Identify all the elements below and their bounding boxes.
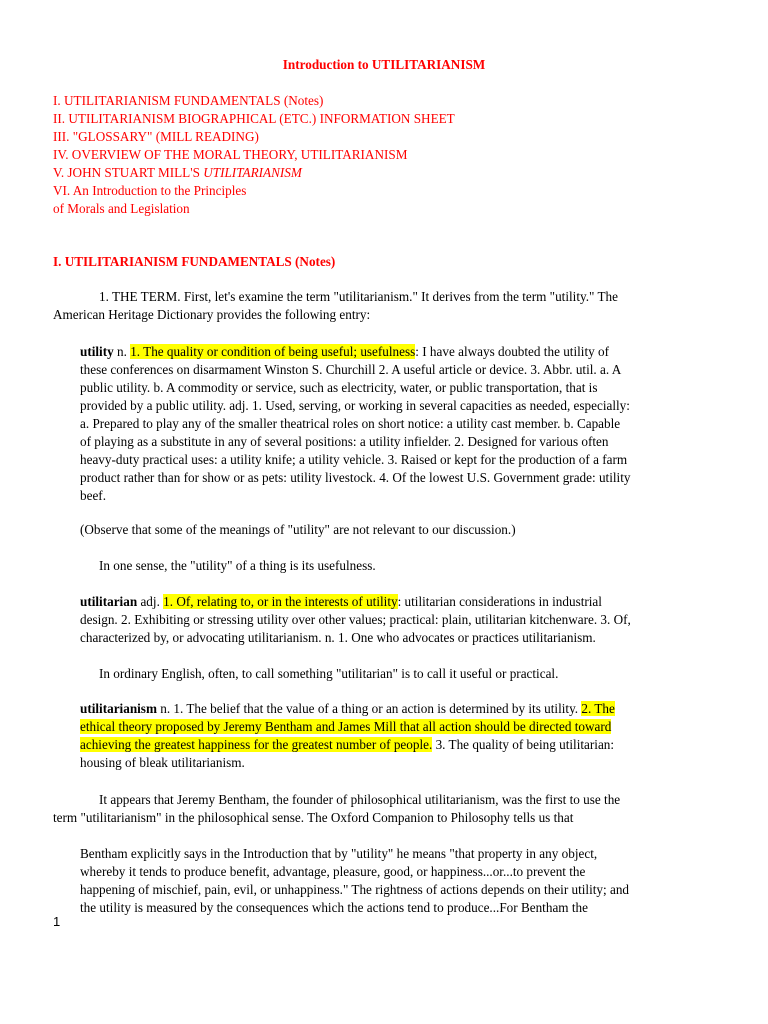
- definition-line: [80, 593, 718, 611]
- definition-text: 3. The quality of being utilitarian:: [432, 737, 615, 752]
- document-title: Introduction to UTILITARIANISM: [282, 57, 486, 72]
- definition-line: characterized by, or advocating utilitarianism. n. 1. One who advocates or practices utilitarianism.: [80, 630, 596, 645]
- paragraph-line: In ordinary English, often, to call something "utilitarian" is to call it useful or practical.: [99, 666, 559, 681]
- section-heading: I. UTILITARIANISM FUNDAMENTALS (Notes): [53, 254, 336, 269]
- quote-line: Bentham explicitly says in the Introduction that by "utility" he means "that property in any object,: [80, 846, 598, 861]
- paragraph-line: 1. THE TERM. First, let's examine the term "utilitarianism." It derives from the term "utility." The: [99, 289, 618, 304]
- highlighted-text: 1. Of, relating to, or in the interests of utility: [163, 594, 398, 609]
- definition-line: public utility. b. A commodity or service, such as electricity, water, or public transportation, that is: [80, 380, 598, 395]
- definition-line: beef.: [80, 488, 106, 503]
- highlighted-text: achieving the greatest happiness for the greatest number of people.: [80, 737, 433, 752]
- definition-line: [80, 718, 718, 736]
- definition-line: a. Prepared to play any of the smaller theatrical roles on short notice: a utility cast member. b. Capable: [80, 416, 621, 431]
- highlighted-text: ethical theory proposed by Jeremy Bentham and James Mill that all action should be directed toward: [80, 719, 612, 734]
- definition-line: [80, 343, 718, 361]
- toc-item: I. UTILITARIANISM FUNDAMENTALS (Notes): [53, 93, 324, 108]
- quote-line: happening of mischief, pain, evil, or unhappiness." The rightness of actions depends on their utility; and: [80, 882, 630, 897]
- definition-term: utilitarianism: [80, 701, 157, 716]
- page-number: 1: [53, 914, 61, 929]
- definition-term: utility: [80, 344, 114, 359]
- definition-line: housing of bleak utilitarianism.: [80, 755, 245, 770]
- definition-utilitarian: [80, 593, 718, 647]
- paragraph-line: In one sense, the "utility" of a thing is its usefulness.: [99, 558, 376, 573]
- table-of-contents: [53, 92, 455, 218]
- toc-item-text: V. JOHN STUART MILL'S: [53, 165, 204, 180]
- block-quote: [80, 845, 718, 917]
- definition-utility: [80, 343, 718, 505]
- definition-utilitarianism: [80, 700, 718, 772]
- definition-term: utilitarian: [80, 594, 138, 609]
- highlighted-text: 2. The: [581, 701, 615, 716]
- definition-line: heavy-duty practical uses: a utility knife; a utility vehicle. 3. Raised or kept for the production of a farm: [80, 452, 628, 467]
- paragraph-line: It appears that Jeremy Bentham, the founder of philosophical utilitarianism, was the first to use the: [99, 792, 621, 807]
- definition-text: : I have always doubted the utility of: [415, 344, 610, 359]
- definition-text: : utilitarian considerations in industrial: [397, 594, 602, 609]
- quote-line: the utility is measured by the consequences which the actions tend to produce...For Bentham the: [80, 900, 588, 915]
- toc-item: III. "GLOSSARY" (MILL READING): [53, 129, 259, 144]
- quote-line: whereby it tends to produce benefit, advantage, pleasure, good, or happiness...or...to prevent the: [80, 864, 586, 879]
- definition-line: design. 2. Exhibiting or stressing utility over other values; practical: plain, utilitarian kitchenware. 3. Of,: [80, 612, 631, 627]
- note-text: (Observe that some of the meanings of "utility" are not relevant to our discussion.): [80, 522, 516, 537]
- definition-line: product rather than for show or as pets: utility livestock. 4. Of the lowest U.S. Government grade: utility: [80, 470, 631, 485]
- definition-line: provided by a public utility. adj. 1. Used, serving, or working in several capacities as needed, especially:: [80, 398, 630, 413]
- toc-item: [53, 164, 455, 182]
- part-of-speech: n.: [113, 344, 131, 359]
- definition-text: n. 1. The belief that the value of a thing or an action is determined by its utility.: [156, 701, 582, 716]
- definition-line: these conferences on disarmament Winston S. Churchill 2. A useful article or device. 3. Abbr. util. a. A: [80, 362, 622, 377]
- definition-line: [80, 700, 718, 718]
- toc-item-italic: UTILITARIANISM: [203, 165, 302, 180]
- definition-line: of playing as a substitute in any of several positions: a utility infielder. 2. Designed for various often: [80, 434, 609, 449]
- highlighted-text: 1. The quality or condition of being useful; usefulness: [130, 344, 416, 359]
- toc-item: of Morals and Legislation: [53, 201, 190, 216]
- paragraph-line: American Heritage Dictionary provides the following entry:: [53, 307, 371, 322]
- toc-item: II. UTILITARIANISM BIOGRAPHICAL (ETC.) INFORMATION SHEET: [53, 111, 455, 126]
- observe-note: [80, 521, 718, 539]
- toc-item: VI. An Introduction to the Principles: [53, 183, 247, 198]
- paragraph-line: term "utilitarianism" in the philosophical sense. The Oxford Companion to Philosophy tells us that: [53, 810, 574, 825]
- toc-item: IV. OVERVIEW OF THE MORAL THEORY, UTILITARIANISM: [53, 147, 408, 162]
- ordinary-english-paragraph: [99, 665, 737, 683]
- bentham-paragraph: [53, 791, 718, 827]
- paragraph-the-term: [53, 288, 718, 324]
- one-sense-paragraph: [99, 557, 737, 575]
- definition-line: [80, 736, 718, 754]
- part-of-speech: adj.: [137, 594, 164, 609]
